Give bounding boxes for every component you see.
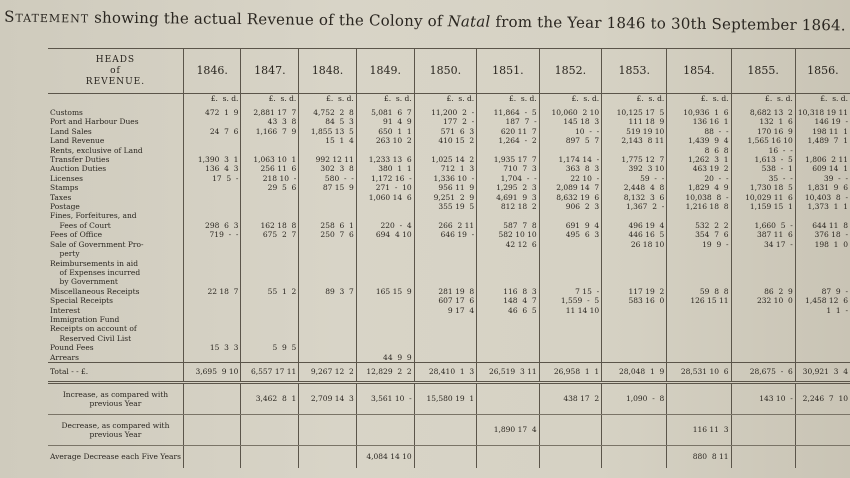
units-label: £. s. d.: [356, 94, 414, 109]
year-header-9: 1854.: [667, 49, 731, 94]
average-decrease-value: [414, 445, 477, 468]
increase-value: 2,709 14 3: [299, 382, 357, 414]
year-header-5: 1850.: [414, 49, 477, 94]
increase-row: [48, 382, 850, 414]
year-header-2: 1847.: [241, 49, 299, 94]
revenue-body-row: [48, 108, 850, 362]
year-column-values: 5,081 6 7 91 4 9 650 1 1 263 10 2 1,233 13 6 380 1 1 1,172 16 - 271 - 10 1,060 14 6 220 - 4 694 4 10 165 15 9 44 9 9: [356, 108, 414, 362]
average-decrease-value: 4,084 14 10: [356, 445, 414, 468]
year-header-10: 1855.: [731, 49, 795, 94]
year-header-6: 1851.: [477, 49, 540, 94]
total-value: 30,921 3 4: [795, 362, 850, 382]
decrease-value: [299, 414, 357, 445]
units-label: £. s. d.: [731, 94, 795, 109]
average-decrease-value: [183, 445, 241, 468]
year-column-values: 10,060 2 10 145 18 3 10 - - 897 5 7 1,174 14 - 363 8 3 22 10 - 2,089 14 7 8,632 19 6 906 2 3 691 9 4 495 6 3 7 15 - 1,559 - 5 11 14 10: [539, 108, 602, 362]
average-decrease-value: [299, 445, 357, 468]
decrease-value: [183, 414, 241, 445]
units-label: £. s. d.: [795, 94, 850, 109]
year-header-3: 1848.: [299, 49, 357, 94]
header-row: [48, 49, 850, 94]
increase-value: 438 17 2: [539, 382, 602, 414]
decrease-value: [795, 414, 850, 445]
total-value: 28,531 10 6: [667, 362, 731, 382]
increase-value: [183, 382, 241, 414]
total-value: 26,519 3 11: [477, 362, 540, 382]
increase-value: 15,580 19 1: [414, 382, 477, 414]
year-header-7: 1852.: [539, 49, 602, 94]
units-row: [48, 94, 850, 109]
units-label: £. s. d.: [539, 94, 602, 109]
units-label: £. s. d.: [241, 94, 299, 109]
total-value: 3,695 9 10: [183, 362, 241, 382]
year-header-4: 1849.: [356, 49, 414, 94]
decrease-value: [356, 414, 414, 445]
increase-value: 1,090 - 8: [602, 382, 667, 414]
total-value: 26,958 1 1: [539, 362, 602, 382]
total-value: 28,675 - 6: [731, 362, 795, 382]
revenue-table: [48, 48, 850, 468]
total-row: [48, 362, 850, 382]
average-decrease-value: [539, 445, 602, 468]
average-decrease-value: [602, 445, 667, 468]
heads-of-revenue-header: HEADS of REVENUE.: [48, 49, 183, 94]
average-decrease-value: [731, 445, 795, 468]
average-decrease-row: [48, 445, 850, 468]
decrease-value: 116 11 3: [667, 414, 731, 445]
average-decrease-value: [477, 445, 540, 468]
decrease-value: [414, 414, 477, 445]
increase-value: 143 10 -: [731, 382, 795, 414]
average-decrease-label: Average Decrease each Five Years: [50, 452, 181, 462]
year-column-values: 11,200 2 - 177 2 - 571 6 3 410 15 2 1,025 14 2 712 1 3 1,336 10 - 956 11 9 9,251 2 9 355 19 5 266 2 11 646 19 - 281 19 8 607 17 6 9 17 4: [414, 108, 477, 362]
year-column-values: 8,682 13 2 132 1 6 170 16 9 1,565 16 10 16 - - 1,613 - 5 538 - 1 35 - - 1,730 18 5 10,029 11 6 1,159 15 1 1,660 5 - 387 11 6 34 17 - 86 2 9 232 10 0: [731, 108, 795, 362]
decrease-value: 1,890 17 4: [477, 414, 540, 445]
total-value: 28,410 1 3: [414, 362, 477, 382]
increase-value: 3,462 8 1: [241, 382, 299, 414]
year-column-values: 472 1 9 24 7 6 1,390 3 1 136 4 3 17 5 - 298 6 3 719 - - 22 18 7 15 3 3: [183, 108, 241, 362]
units-label: £. s. d.: [414, 94, 477, 109]
year-column-values: 4,752 2 8 84 5 3 1,855 13 5 15 1 4 992 12 11 302 3 8 580 - - 87 15 9 258 6 1 250 7 6 89 3 7: [299, 108, 357, 362]
units-label: £. s. d.: [667, 94, 731, 109]
total-value: 9,267 12 2: [299, 362, 357, 382]
year-header-1: 1846.: [183, 49, 241, 94]
decrease-value: [602, 414, 667, 445]
year-column-values: 10,318 19 11 146 19 - 198 11 1 1,489 7 1 1,806 2 11 609 14 1 39 - - 1,831 9 6 10,403 8 - 1,373 1 1 644 11 8 376 18 - 198 1 0 87 9 - 1,458 12 6 1 1 -: [795, 108, 850, 362]
revenue-heads-labels: Customs Port and Harbour Dues Land Sales Land Revenue Rents, exclusive of Land Transfer Duties Auction Duties Licenses Stamps Taxes Postage Fines, Forfeitures, and Fees of Court Fees of Office Sale of Government Pro- perty Reimbursements in aid of Expenses incurred by Government Miscellaneous Receipts Special Receipts Interest Immigration Fund Receipts on account of Reserved Civil List Pound Fees Arrears: [50, 108, 144, 362]
increase-value: [667, 382, 731, 414]
decrease-label: Decrease, as compared with previous Year: [48, 414, 183, 445]
units-label: £. s. d.: [299, 94, 357, 109]
page-title: Statement showing the actual Revenue of the Colony of Natal from the Year 1846 to 30th September 1864.: [4, 7, 846, 35]
year-column-values: 2,881 17 7 43 3 8 1,166 7 9 1,063 10 1 256 11 6 218 10 - 29 5 6 162 18 8 675 2 7 55 1 2 5 9 5: [241, 108, 299, 362]
total-value: 12,829 2 2: [356, 362, 414, 382]
year-header-8: 1853.: [602, 49, 667, 94]
increase-value: 3,561 10 -: [356, 382, 414, 414]
decrease-row: [48, 414, 850, 445]
year-column-values: 10,936 1 6 136 16 1 88 - - 1,439 9 4 8 6 8 1,262 3 1 463 19 2 20 - - 1,829 4 9 10,038 8 - 1,216 18 8 532 2 2 354 7 6 19 9 - 59 8 8 126 15 11: [667, 108, 731, 362]
decrease-value: [539, 414, 602, 445]
decrease-value: [731, 414, 795, 445]
units-label: £. s. d.: [602, 94, 667, 109]
increase-value: [477, 382, 540, 414]
year-column-values: 11,864 - 5 187 7 - 620 11 7 1,264 - 2 1,935 17 7 710 7 3 1,704 - - 1,295 2 3 4,691 9 3 812 18 2 587 7 8 582 10 10 42 12 6 116 8 3 148 4 7 46 6 5: [477, 108, 540, 362]
increase-value: 2,246 7 10: [795, 382, 850, 414]
average-decrease-value: [795, 445, 850, 468]
total-value: 6,557 17 11: [241, 362, 299, 382]
decrease-value: [241, 414, 299, 445]
total-label: Total - - £.: [48, 362, 183, 382]
units-label: £. s. d.: [183, 94, 241, 109]
year-header-11: 1856.: [795, 49, 850, 94]
average-decrease-value: 880 8 11: [667, 445, 731, 468]
increase-label: Increase, as compared with previous Year: [48, 382, 183, 414]
average-decrease-value: [241, 445, 299, 468]
units-label: £. s. d.: [477, 94, 540, 109]
total-value: 28,048 1 9: [602, 362, 667, 382]
year-column-values: 10,125 17 5 111 18 9 519 19 10 2,143 8 11 1,775 12 7 392 3 10 59 - - 2,448 4 8 8,132 3 6 1,367 2 - 496 19 4 446 16 5 26 18 10 117 19 2 583 16 0: [602, 108, 667, 362]
